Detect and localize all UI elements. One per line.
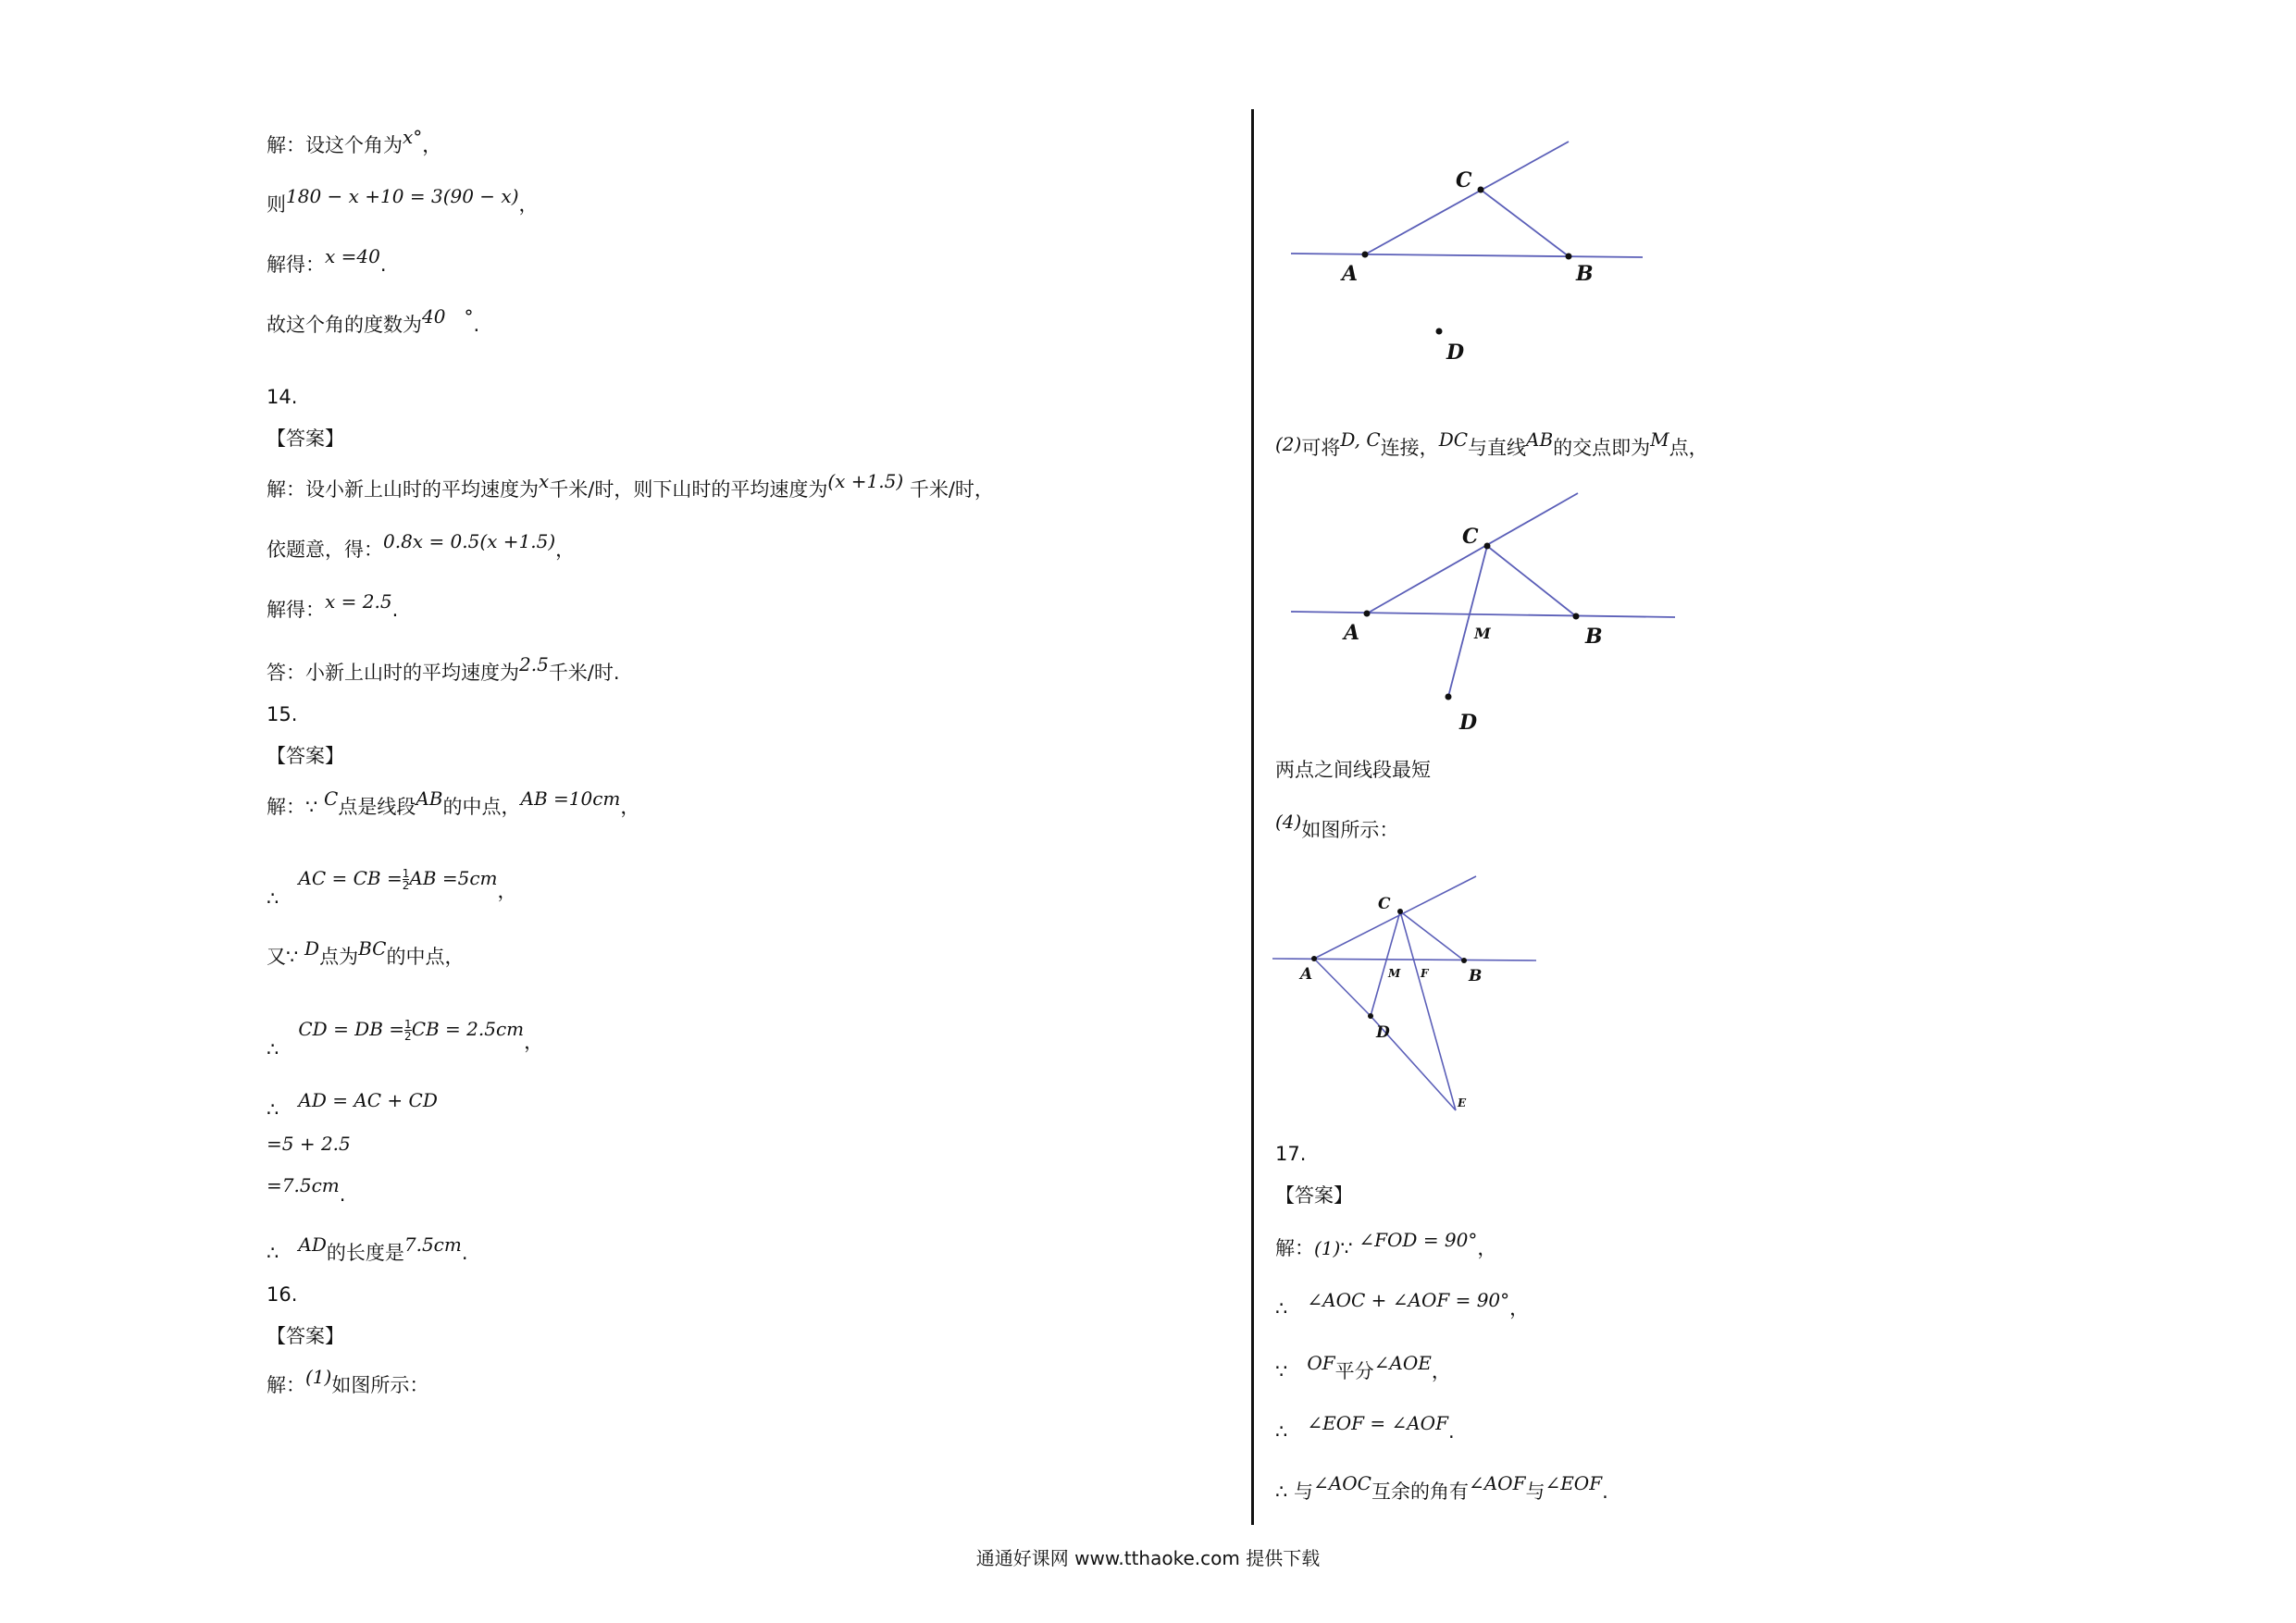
solution-line: ∴ AD = AC + CD [267,1089,438,1121]
question-number: 17. [1275,1143,1307,1165]
label-a: A [1344,621,1360,645]
solution-line: 两点之间线段最短 [1275,759,1431,781]
label-c: C [1456,168,1472,192]
fraction: $\frac{1}{2}$ [402,866,410,892]
label-c: C [1462,525,1479,549]
point-d [1436,328,1443,335]
point-d [1368,1013,1373,1019]
column-divider [1251,109,1254,1525]
segment-cd [1448,546,1487,697]
solution-line: =5 + 2.5 [267,1133,351,1155]
ray-ac [1367,493,1578,613]
solution-line: ∴ AD的长度是7.5cm. [267,1233,468,1264]
label-m: M [1474,625,1491,642]
figure-3 [1272,870,1550,1129]
label-d: D [1459,711,1478,735]
segment-ad [1314,959,1371,1016]
point-c [1484,543,1491,550]
segment-cb [1487,546,1576,616]
solution-line: 则180 − x +10 = 3(90 − x)， [267,185,539,216]
segment-cb [1481,190,1569,256]
solution-line: ∵ OF平分∠AOE， [1275,1352,1451,1382]
answer-heading: 【答案】 [1275,1184,1353,1207]
solution-line: 解：(1)如图所示： [267,1366,429,1396]
ray-ac [1365,142,1569,254]
line-ab [1291,254,1643,257]
solution-line: 故这个角的度数为40 °. [267,305,480,336]
point-a [1311,956,1317,961]
answer-heading: 【答案】 [267,427,344,450]
figure-2 [1291,486,1680,736]
point-b [1566,254,1572,260]
label-d: D [1446,341,1465,365]
figure-1 [1291,130,1680,370]
segment-cb [1400,911,1464,960]
point-c [1397,909,1403,914]
solution-line: 解得：x =40. [267,245,387,276]
solution-line: 答：小新上山时的平均速度为2.5千米/时. [267,653,620,684]
solution-line: 解：(1)∵ ∠FOD = 90°， [1275,1229,1497,1259]
point-b [1573,613,1580,620]
label-b: B [1469,967,1483,985]
label-a: A [1300,965,1313,984]
answer-heading: 【答案】 [267,1325,344,1347]
fraction: $\frac{1}{2}$ [404,1017,412,1043]
solution-line: =7.5cm. [267,1174,346,1206]
label-m: M [1388,967,1401,980]
line-ab [1291,612,1675,617]
solution-line: 解：设小新上山时的平均速度为x千米/时，则下山时的平均速度为(x +1.5) 千米/时， [267,470,994,501]
footer-credit: 通通好课网 www.tthaoke.com 提供下载 [975,1547,1321,1569]
solution-line: ∴ ∠AOC + ∠AOF = 90°， [1275,1289,1530,1319]
point-a [1364,611,1371,617]
solution-line: ∴ AC = CB = $\frac{1}{2}$ AB =5cm， [267,866,517,910]
solution-line: 解得：x = 2.5. [267,590,399,621]
point-c [1478,187,1484,193]
solution-line: 又∵ D点为BC的中点， [267,937,465,968]
question-number: 15. [267,703,298,725]
point-a [1362,252,1369,258]
point-b [1461,958,1467,963]
question-number: 16. [267,1283,298,1306]
solution-line: ∴ 与∠AOC互余的角有∠AOF与∠EOF. [1275,1472,1608,1503]
solution-line: (2)可将D, C连接，DC与直线AB的交点即为M点， [1275,428,1708,459]
label-b: B [1585,625,1603,649]
label-b: B [1576,262,1594,286]
label-a: A [1342,262,1359,286]
solution-line: ∴ ∠EOF = ∠AOF. [1275,1412,1455,1443]
question-number: 14. [267,386,298,408]
ray-ac [1314,876,1476,959]
label-c: C [1378,895,1391,913]
label-f: F [1421,967,1429,980]
label-d: D [1376,1023,1390,1042]
solution-line: 解：∵ C点是线段AB的中点，AB =10cm， [267,787,640,818]
label-e: E [1458,1096,1467,1109]
point-d [1446,694,1452,700]
solution-line: (4)如图所示： [1275,811,1399,841]
answer-heading: 【答案】 [267,745,344,767]
solution-line: 解：设这个角为x°， [267,126,442,156]
solution-line: 依题意，得：0.8x = 0.5(x +1.5)， [267,530,576,561]
solution-line: ∴ CD = DB = $\frac{1}{2}$ CB = 2.5cm， [267,1017,544,1060]
